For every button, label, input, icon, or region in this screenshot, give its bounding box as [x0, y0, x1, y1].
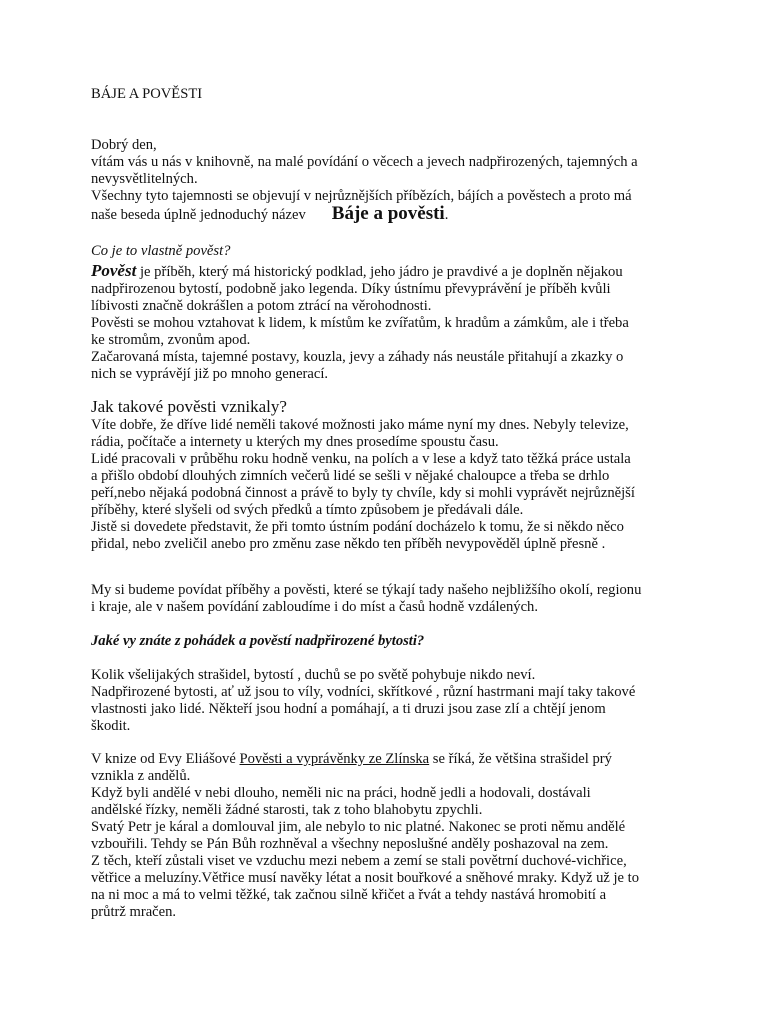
paragraph-line: vznikla z andělů.	[91, 768, 191, 784]
paragraph-line: Jistě si dovedete představit, že při tomto ústním podání docházelo k tomu, že si někdo něco	[91, 519, 624, 535]
paragraph-line: průtrž mračen.	[91, 904, 177, 920]
paragraph-line: škodit.	[91, 718, 131, 734]
section-heading: Jak takové pověsti vznikaly?	[91, 397, 287, 416]
intro-line-text: naše beseda úplně jednoduchý název	[91, 207, 306, 223]
talk-title: Báje a pověsti	[331, 203, 445, 224]
paragraph-line: přidal, nebo zveličil anebo pro změnu zase někdo ten příběh nevypověděl úplně přesně .	[91, 536, 606, 552]
paragraph-line: ke stromům, zvonům apod.	[91, 332, 251, 348]
paragraph-line: Když byli andělé v nebi dlouho, neměli nic na práci, hodně jedli a hodovali, dostávali	[91, 785, 591, 801]
paragraph-line: na ni moc a má to velmi těžké, tak začnou silně křičet a řvát a tehdy nastává hromobití a	[91, 887, 607, 903]
intro-period: .	[444, 207, 449, 223]
intro-line: Všechny tyto tajemnosti se objevují v nejrůznějších příbězích, bájích a pověstech a proto má	[91, 188, 632, 204]
book-intro-rest: se říká, že většina strašidel prý	[429, 751, 612, 767]
paragraph-line: a přišlo období dlouhých zimních večerů lidé se sešli v nějaké chaloupce a třeba se drhlo	[91, 468, 610, 484]
book-intro-text: V knize od Evy Eliášové	[91, 751, 240, 767]
paragraph-line: Svatý Petr je káral a domlouval jim, ale nebylo to nic platné. Nakonec se proti němu andělé	[91, 819, 626, 835]
intro-line: vítám vás u nás v knihovně, na malé povídání o věcech a jevech nadpřirozených, tajemných a	[91, 154, 638, 170]
paragraph-line: příběhy, které slyšeli od svých předků a tímto způsobem je předávali dále.	[91, 502, 524, 518]
section-book-story	[91, 751, 691, 921]
intro-section	[91, 137, 691, 224]
paragraph-line: My si budeme povídat příběhy a pověsti, které se týkají tady našeho nejbližšího okolí, regionu	[91, 582, 642, 598]
term-povest: Pověst	[91, 261, 137, 280]
document-title: BÁJE A POVĚSTI	[91, 86, 203, 102]
intro-line	[91, 205, 691, 224]
section-what-is-legend	[91, 243, 691, 383]
paragraph-line: peří,nebo nějaká podobná činnost a právě to byly ty chvíle, kdy si mohli vyprávět nejrůznější	[91, 485, 635, 501]
paragraph-line: nadpřirozenou bytostí, podobně jako legenda. Díky ústnímu převyprávění je příběh kvůli	[91, 281, 611, 297]
paragraph-line: Kolik všelijakých strašidel, bytostí , duchů se po světě pohybuje nikdo neví.	[91, 667, 536, 683]
paragraph-line: líbivosti značně dokrášlen a potom ztrácí na věrohodnosti.	[91, 298, 432, 314]
section-how-legends-arose	[91, 397, 691, 553]
definition-text: je příběh, který má historický podklad, jeho jádro je pravdivé a je doplněn nějakou	[136, 264, 623, 280]
paragraph-line: i kraje, ale v našem povídání zabloudíme i do míst a časů hodně vzdálených.	[91, 599, 538, 615]
intro-line: nevysvětlitelných.	[91, 171, 198, 187]
paragraph-line: Nadpřirozené bytosti, ať už jsou to víly, vodníci, skřítkové , různí hastrmani mají taky takové	[91, 684, 636, 700]
paragraph-line: Z těch, kteří zůstali viset ve vzduchu mezi nebem a zemí se stali povětrní duchové-vichřice,	[91, 853, 627, 869]
section-supernatural-beings	[91, 633, 691, 735]
book-title-link[interactable]: Pověsti a vyprávěnky ze Zlínska	[239, 751, 430, 767]
paragraph-line: Začarovaná místa, tajemné postavy, kouzla, jevy a záhady nás neustále přitahují a zkazky o	[91, 349, 624, 365]
section-local-stories	[91, 582, 691, 616]
paragraph-line: nich se vyprávějí již po mnoho generací.	[91, 366, 329, 382]
paragraph-line: andělské řízky, neměli žádné starosti, tak z toho blahobytu zpychli.	[91, 802, 483, 818]
paragraph-line	[91, 262, 691, 281]
paragraph-line: Víte dobře, že dříve lidé neměli takové možnosti jako máme nyní my dnes. Nebyly televize,	[91, 417, 629, 433]
paragraph-line: Lidé pracovali v průběhu roku hodně venku, na polích a v lese a když tato těžká práce ustala	[91, 451, 631, 467]
section-heading: Co je to vlastně pověst?	[91, 243, 231, 259]
paragraph-line: vzbouřili. Tehdy se Pán Bůh rozhněval a všechny neposlušné anděly poshazoval na zem.	[91, 836, 609, 852]
paragraph-line: větřice a meluzíny.Větřice musí navěky létat a nosit bouřkové a sněhové mraky. Když už je to	[91, 870, 640, 886]
paragraph-line: Pověsti se mohou vztahovat k lidem, k místům ke zvířatům, k hradům a zámkům, ale i třeba	[91, 315, 629, 331]
section-heading: Jaké vy znáte z pohádek a pověstí nadpřirozené bytosti?	[91, 633, 425, 649]
greeting: Dobrý den,	[91, 137, 157, 153]
paragraph-line	[91, 751, 691, 768]
paragraph-line: vlastnosti jako lidé. Někteří jsou hodní a pomáhají, a ti druzi jsou zase zlí a chtějí jenom	[91, 701, 606, 717]
paragraph-line: rádia, počítače a internety u kterých my dnes prosedíme spoustu času.	[91, 434, 499, 450]
